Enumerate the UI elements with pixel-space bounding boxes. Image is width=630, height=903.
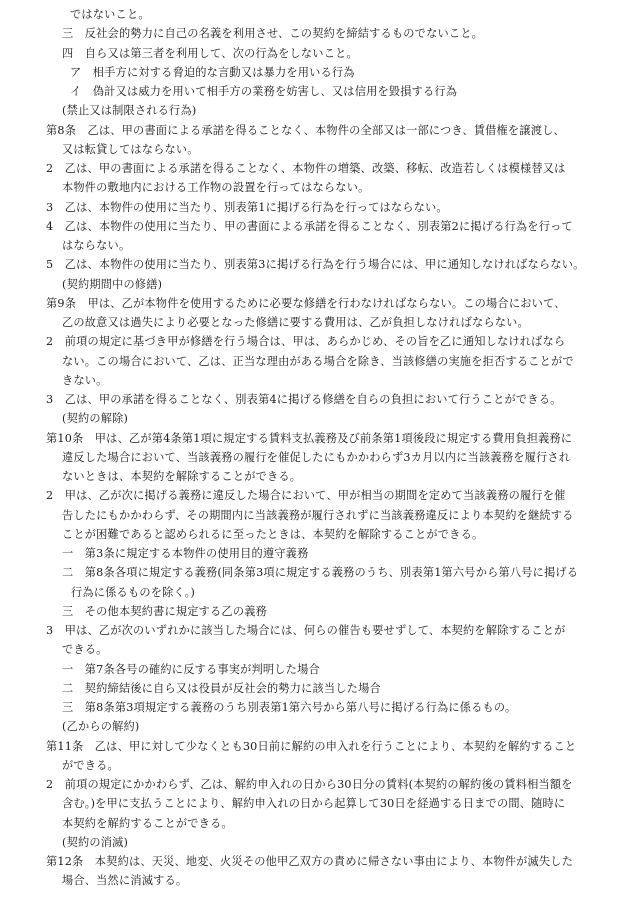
- contract-text-line: 一 第7条各号の確約に反する事実が判明した場合: [62, 662, 320, 676]
- contract-text-line: 2 乙は、甲の書面による承諾を得ることなく、本物件の増築、改築、移転、改造若しくは模様替又は: [46, 162, 566, 175]
- article-heading: (乙からの解約): [62, 720, 140, 734]
- contract-text-line: 告したにもかかわらず、その期間内に当該義務が履行されずに当該義務違反により本契約を継続する: [62, 508, 574, 522]
- contract-text-line: 一 第3条に規定する本物件の使用目的遵守義務: [62, 547, 309, 560]
- contract-text-line: 四 自ら又は第三者を利用して、次の行為をしないこと。: [62, 46, 358, 60]
- contract-text-line: ない。この場合において、乙は、正当な理由がある場合を除き、当該修繕の実施を拒否することがで: [62, 354, 574, 368]
- contract-text-line: 2 前項の規定に基づき甲が修繕を行う場合は、甲は、あらかじめ、その旨を乙に通知しなければなら: [46, 335, 566, 349]
- article-heading: (禁止又は制限される行為): [62, 104, 197, 118]
- contract-text-line: 3 甲は、乙が次のいずれかに該当した場合には、何らの催告も要せずして、本契約を解除することが: [46, 624, 566, 637]
- contract-text-line: 行為に係るものを除く。): [71, 585, 196, 599]
- contract-text-line: 二 第8条各項に規定する義務(同条第3項に規定する義務のうち、別表第1第六号から第八号に掲げる: [62, 566, 579, 580]
- contract-text-line: 二 契約締結後に自ら又は役員が反社会的勢力に該当した場合: [62, 681, 381, 695]
- contract-text-line: イ 偽計又は威力を用いて相手方の業務を妨害し、又は信用を毀損する行為: [70, 85, 458, 98]
- contract-text-line: 3 乙は、本物件の使用に当たり、別表第1に掲げる行為を行ってはならない。: [46, 200, 448, 214]
- contract-text-line: 第9条 甲は、乙が本物件を使用するために必要な修繕を行わなければならない。この場合において、: [46, 296, 566, 310]
- contract-text-line: 含む。)を甲に支払うことにより、解約申入れの日から起算して30日を経過する日までの間、随時に: [62, 797, 566, 811]
- contract-text-line: 2 前項の規定にかかわらず、乙は、解約申入れの日から30日分の賃料(本契約の解約後の賃料相当額を: [46, 778, 573, 791]
- contract-text-line: できる。: [62, 643, 108, 657]
- article-heading: (契約期間中の修繕): [62, 277, 163, 291]
- contract-text-line: 本物件の敷地内における工作物の設置を行ってはならない。: [62, 181, 370, 195]
- contract-text-line: 第8条 乙は、甲の書面による承諾を得ることなく、本物件の全部又は一部につき、賃借権を譲渡し、: [46, 123, 565, 137]
- contract-text-line: 乙の故意又は過失により必要となった修繕に要する費用は、乙が負担しなければならない。: [62, 316, 529, 329]
- contract-text-line: ア 相手方に対する脅迫的な言動又は暴力を用いる行為: [70, 65, 355, 79]
- contract-text-line: 本契約を解約することができる。: [62, 816, 233, 830]
- article-heading: (契約の解除): [62, 412, 129, 426]
- contract-text-line: 又は転貸してはならない。: [62, 142, 199, 156]
- contract-text-line: 場合、当然に消滅する。: [62, 874, 188, 888]
- contract-text-line: 5 乙は、本物件の使用に当たり、別表第3に掲げる行為を行う場合には、甲に通知しなければならない。: [46, 258, 585, 272]
- contract-text-line: 第10条 甲は、乙が第4条第1項に規定する賃料支払義務及び前条第1項後段に規定する費用負担義務に: [46, 431, 573, 445]
- contract-text-line: きない。: [62, 373, 108, 387]
- contract-text-line: ではないこと。: [70, 8, 150, 21]
- contract-text-line: 三 反社会的勢力に自己の名義を利用させ、この契約を締結するものでないこと。: [62, 27, 484, 41]
- contract-text-line: 違反した場合において、当該義務の履行を催促したにもかかわらず3カ月以内に当該義務を履行され: [62, 450, 571, 464]
- contract-text-line: ができる。: [62, 758, 119, 772]
- contract-text-line: 2 甲は、乙が次に掲げる義務に違反した場合において、甲が相当の期間を定めて当該義務の履行を催: [46, 489, 566, 503]
- contract-text-line: 第11条 乙は、甲に対して少なくとも30日前に解約の申入れを行うことにより、本契約を解約すること: [46, 739, 577, 753]
- contract-text-line: 4 乙は、本物件の使用に当たり、甲の書面による承諾を得ることなく、別表第2に掲げる行為を行って: [46, 219, 573, 233]
- article-heading: (契約の消滅): [62, 835, 129, 849]
- contract-text-line: 三 その他本契約書に規定する乙の義務: [62, 604, 267, 618]
- contract-text-line: 第12条 本契約は、天災、地変、火災その他甲乙双方の責めに帰さない事由により、本物件が滅失した: [46, 855, 574, 868]
- contract-text-line: ことが困難であると認められるに至ったときは、本契約を解除することができる。: [62, 527, 484, 541]
- contract-text-line: 三 第8条第3項規定する義務のうち別表第1第六号から第八号に掲げる行為に係るもの。: [62, 701, 517, 714]
- contract-text-line: 3 乙は、甲の承諾を得ることなく、別表第4に掲げる修繕を自らの負担において行うことができる。: [46, 393, 562, 406]
- contract-text-line: はならない。: [62, 239, 131, 252]
- contract-text-line: ないときは、本契約を解除することができる。: [62, 470, 302, 483]
